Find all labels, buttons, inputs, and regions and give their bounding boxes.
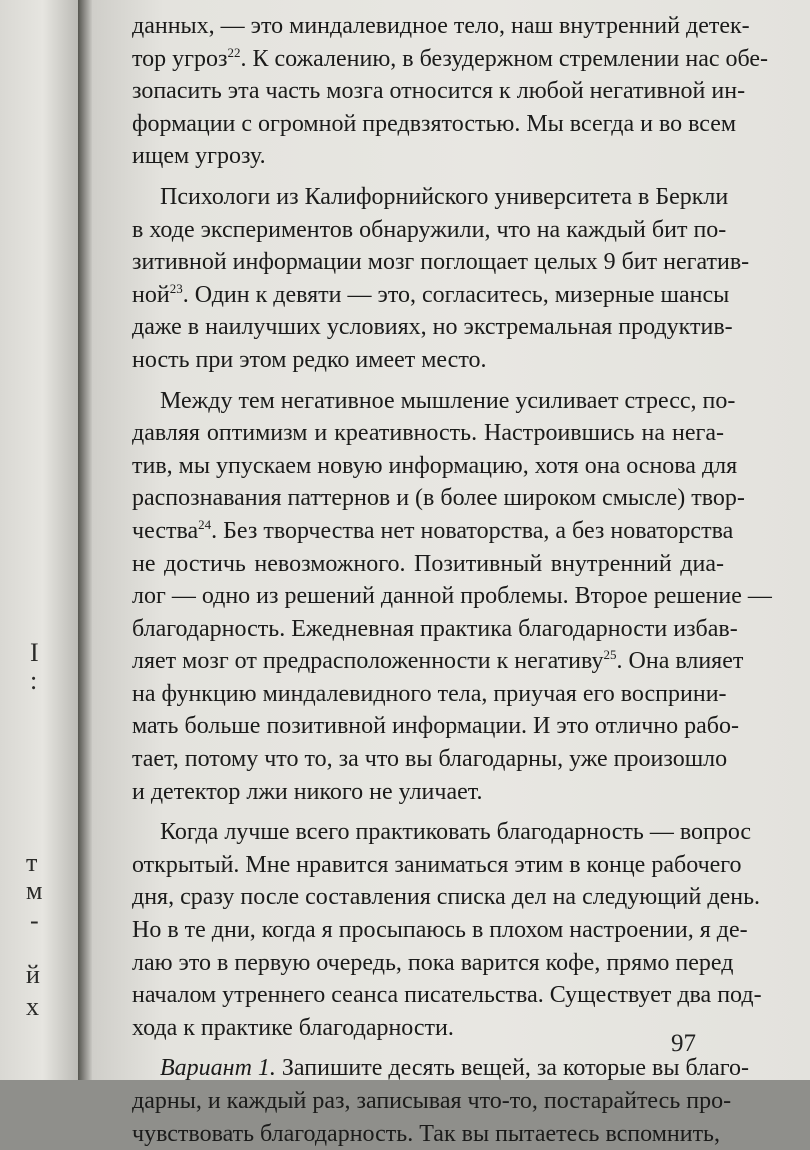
paragraph-gap: [132, 1044, 724, 1052]
text-line: лаю это в первую очередь, пока варится кофе, прямо перед: [132, 949, 734, 976]
text-segment: Запишите десять вещей, за которые вы благо-: [275, 1055, 749, 1082]
text-line: мать больше позитивной информации. И это отлично рабо-: [132, 713, 740, 740]
footnote-marker: 25: [603, 647, 617, 663]
text-line: чувствовать благодарность. Так вы пытаетесь вспомнить,: [132, 1120, 720, 1147]
text-line: Когда лучше всего практиковать благодарность — вопрос: [160, 819, 752, 846]
text-segment: чества: [132, 517, 199, 544]
text-line: и детектор лжи никого не уличает.: [132, 778, 483, 805]
text-line: даже в наилучших условиях, но экстремальная продуктив-: [132, 314, 733, 341]
text-line: открытый. Мне нравится заниматься этим в конце рабочего: [132, 851, 742, 878]
previous-page-edge: [0, 0, 78, 1080]
text-segment: . К сожалению, в безудержном стремлении нас обе-: [240, 45, 769, 72]
text-line: Между тем негативное мышление усиливает стресс, по-: [160, 387, 736, 414]
text-line: Психологи из Калифорнийского университета в Беркли: [160, 183, 729, 210]
paragraph-gap: [132, 173, 724, 181]
text-segment: тор угроз: [132, 45, 228, 72]
text-segment: . Без творчества нет новаторства, а без новаторства: [211, 517, 734, 544]
left-page-fragment: -: [30, 906, 39, 935]
text-line: хода к практике благодарности.: [132, 1014, 454, 1041]
text-line: [132, 515, 734, 548]
text-segment: ной: [132, 281, 170, 308]
text-line: давляя оптимизм и креативность. Настроившись на нега-: [132, 420, 724, 447]
footnote-marker: 22: [227, 44, 241, 60]
left-page-fragment: м: [26, 876, 43, 905]
text-line: не достичь невозможного. Позитивный внутренний диа-: [132, 550, 724, 577]
text-line: данных, — это миндалевидное тело, наш внутренний детек-: [132, 13, 750, 39]
text-line: [132, 43, 769, 76]
text-line: ность при этом редко имеет место.: [132, 346, 487, 373]
text-line: в ходе экспериментов обнаружили, что на каждый бит по-: [132, 216, 727, 243]
text-line: зитивной информации мозг поглощает целых 9 бит негатив-: [132, 249, 750, 276]
text-line: благодарность. Ежедневная практика благодарности избав-: [132, 615, 738, 642]
text-line: [132, 1052, 749, 1085]
footnote-marker: 23: [169, 280, 183, 296]
variant-label: Вариант 1.: [160, 1055, 276, 1082]
left-page-fragment: т: [26, 848, 38, 877]
text-line: Но в те дни, когда я просыпаюсь в плохом настроении, я де-: [132, 917, 748, 944]
text-line: зопасить эта часть мозга относится к любой негативной ин-: [132, 78, 746, 105]
text-line: [132, 279, 730, 312]
text-line: тает, потому что то, за что вы благодарны, уже произошло: [132, 746, 728, 773]
paragraph-gap: [132, 808, 724, 816]
text-line: ищем угрозу.: [132, 143, 266, 170]
text-line: на функцию миндалевидного тела, приучая его восприни-: [132, 680, 727, 707]
left-page-fragment: :: [30, 666, 38, 695]
text-line: лог — одно из решений данной проблемы. Второе решение —: [132, 583, 772, 610]
paragraph-gap: [132, 377, 724, 385]
text-segment: . Она влияет: [616, 648, 744, 675]
text-line: дня, сразу после составления списка дел на следующий день.: [132, 884, 761, 911]
text-line: формации с огромной предвзятостью. Мы всегда и во всем: [132, 110, 737, 137]
book-gutter: [78, 0, 92, 1080]
left-page-fragment: й: [26, 960, 40, 989]
text-line: распознавания паттернов и (в более широком смысле) твор-: [132, 485, 745, 512]
text-segment: ляет мозг от предрасположенности к негативу: [132, 648, 604, 675]
page-body-text: [132, 10, 772, 1150]
page-number: 97: [671, 1030, 696, 1057]
text-segment: . Один к девяти — это, согласитесь, мизерные шансы: [182, 281, 730, 308]
book-page: [92, 0, 810, 1147]
text-line: началом утреннего сеанса писательства. Существует два под-: [132, 982, 762, 1009]
text-line: тив, мы упускаем новую информацию, хотя она основа для: [132, 452, 738, 479]
left-page-fragment: х: [26, 992, 39, 1021]
left-page-fragment: I: [30, 638, 39, 667]
text-line: дарны, и каждый раз, записывая что-то, постарайтесь про-: [132, 1088, 732, 1114]
text-line: [132, 645, 744, 678]
footnote-marker: 24: [198, 516, 212, 532]
